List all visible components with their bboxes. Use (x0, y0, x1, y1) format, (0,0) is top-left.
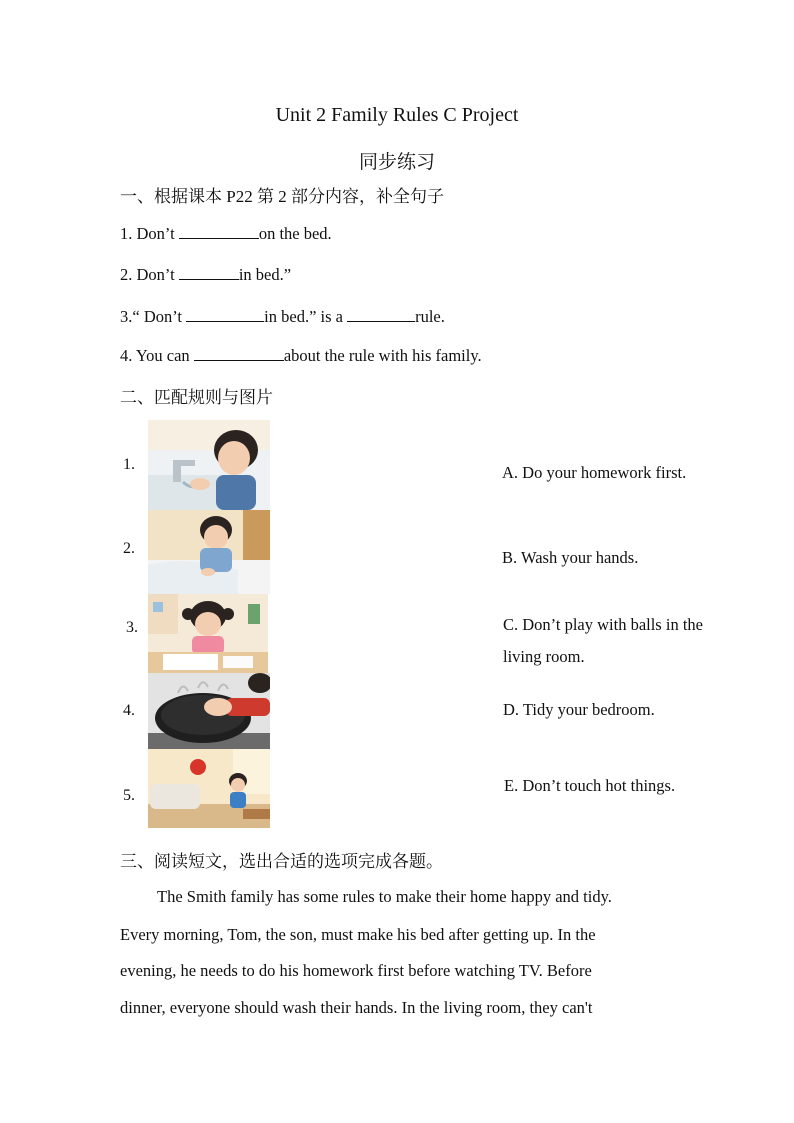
boy-playing-ball-living-room-picture (148, 749, 270, 828)
section-1-heading: 一、根据课本 P22 第 2 部分内容，补全句子 (120, 187, 444, 206)
match-number-2: 2. (123, 540, 135, 557)
question-4 (120, 346, 482, 366)
question-2-end: in bed.” (238, 265, 292, 284)
option-b: B. Wash your hands. (502, 548, 639, 567)
answer-blank-3b[interactable] (347, 307, 415, 322)
answer-blank-3a[interactable] (186, 307, 264, 322)
passage-line-2: Every morning, Tom, the son, must make his bed after getting up. In the (120, 925, 596, 944)
option-d: D. Tidy your bedroom. (503, 700, 655, 719)
match-number-4: 4. (123, 702, 135, 719)
section-2-heading: 二、匹配规则与图片 (120, 388, 273, 407)
page-subtitle: 同步练习 (358, 152, 435, 173)
match-number-5: 5. (123, 787, 135, 804)
question-4-end: about the rule with his family. (283, 346, 482, 365)
question-2-text: 2. Don’t (120, 265, 179, 284)
passage-line-1: The Smith family has some rules to make their home happy and tidy. (157, 887, 612, 906)
passage-line-3: evening, he needs to do his homework first before watching TV. Before (120, 961, 592, 980)
option-c-continued: living room. (503, 647, 585, 666)
question-3-text: 3.“ Don’t (120, 307, 187, 326)
option-e: E. Don’t touch hot things. (504, 776, 676, 795)
question-3 (120, 307, 445, 327)
hand-near-hot-pan-picture (148, 673, 270, 749)
child-washing-hands-picture (148, 420, 270, 510)
section-3-heading: 三、阅读短文，选出合适的选项完成各题。 (120, 852, 443, 871)
question-2 (120, 265, 291, 285)
page-title: Unit 2 Family Rules C Project (275, 104, 519, 126)
question-4-text: 4. You can (120, 346, 194, 365)
answer-blank-4[interactable] (194, 346, 284, 361)
match-number-1: 1. (123, 456, 135, 473)
girl-doing-homework-picture (148, 594, 268, 673)
answer-blank-1[interactable] (179, 224, 259, 239)
option-c: C. Don’t play with balls in the (503, 615, 703, 634)
answer-blank-2[interactable] (179, 265, 239, 280)
question-3-end: rule. (415, 307, 445, 326)
question-1 (120, 224, 332, 244)
question-1-end: on the bed. (258, 224, 332, 243)
boy-making-bed-picture (148, 510, 270, 594)
option-a: A. Do your homework first. (502, 463, 687, 482)
question-1-text: 1. Don’t (120, 224, 179, 243)
match-number-3: 3. (126, 619, 138, 636)
passage-line-4: dinner, everyone should wash their hands. In the living room, they can't (120, 998, 593, 1017)
question-3-middle: in bed.” is a (264, 307, 348, 326)
